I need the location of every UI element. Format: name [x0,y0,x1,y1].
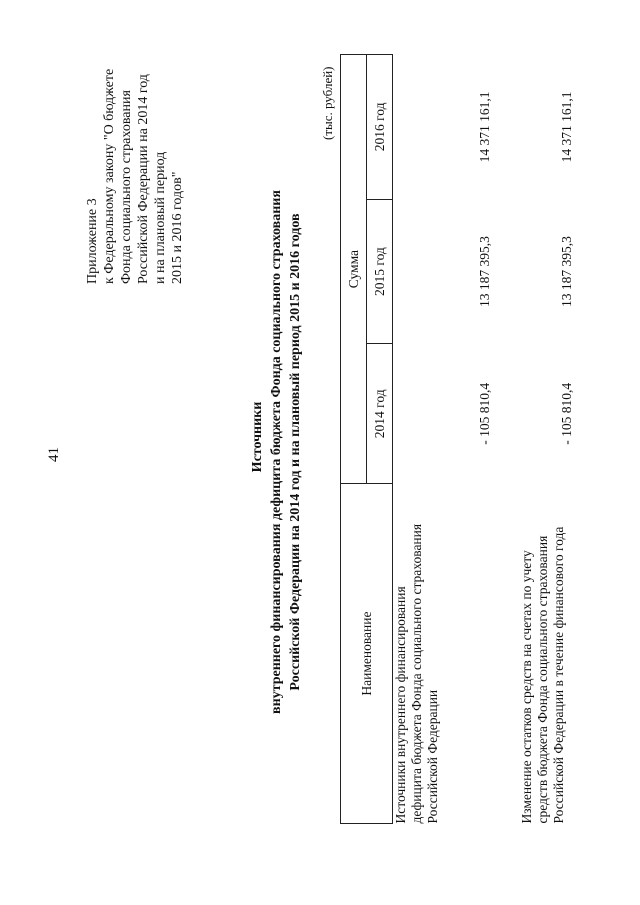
value-2016: 14 371 161,1 [477,91,492,163]
sources-table [340,54,575,824]
table-row [393,55,494,824]
rotated-page [20,12,620,892]
appendix-line: 2015 и 2016 годов" [170,171,185,284]
row-name-line: средств бюджета Фонда социального страхования [535,535,550,824]
row-name-line: Источники внутреннего финансирования [393,586,408,824]
row-name-line: Изменение остатков средств на счетах по учету [519,550,534,824]
header-year-2014: 2014 год [367,344,393,484]
value-2016: 14 371 161,1 [559,91,574,163]
units-label: (тыс. рублей) [320,66,335,140]
value-2014: - 105 810,4 [477,382,492,445]
row-name-line: Российской Федерации [425,689,440,824]
row-name [393,484,494,824]
value-2014: - 105 810,4 [559,382,574,445]
appendix-line: Российской Федерации на 2014 год [136,74,151,284]
table-header-row [341,55,367,824]
value-2015: 13 187 395,3 [559,236,574,308]
title-line: внутреннего финансирования дефицита бюджета Фонда социального страхования [269,190,284,714]
header-year-2016: 2016 год [367,55,393,200]
row-name-line: дефицита бюджета Фонда социального страхования [409,523,424,824]
header-year-2015: 2015 год [367,199,393,344]
appendix-note [84,69,186,284]
value-2015: 13 187 395,3 [477,236,492,308]
row-name [493,484,575,824]
title-line: Российской Федерации на 2014 год и на плановый период 2015 и 2016 годов [288,213,303,691]
appendix-line: и на плановый период [153,151,168,284]
page-number: 41 [46,447,62,462]
row-name-line: Российской Федерации в течение финансового года [551,526,566,824]
title-line: Источники [250,401,265,473]
appendix-line: Приложение 3 [85,198,100,284]
table-row [493,55,575,824]
header-sum: Сумма [341,55,367,484]
appendix-line: к Федеральному закону "О бюджете [102,68,117,284]
header-name: Наименование [341,484,393,824]
document-title [248,12,305,892]
appendix-line: Фонда социального страхования [119,90,134,284]
